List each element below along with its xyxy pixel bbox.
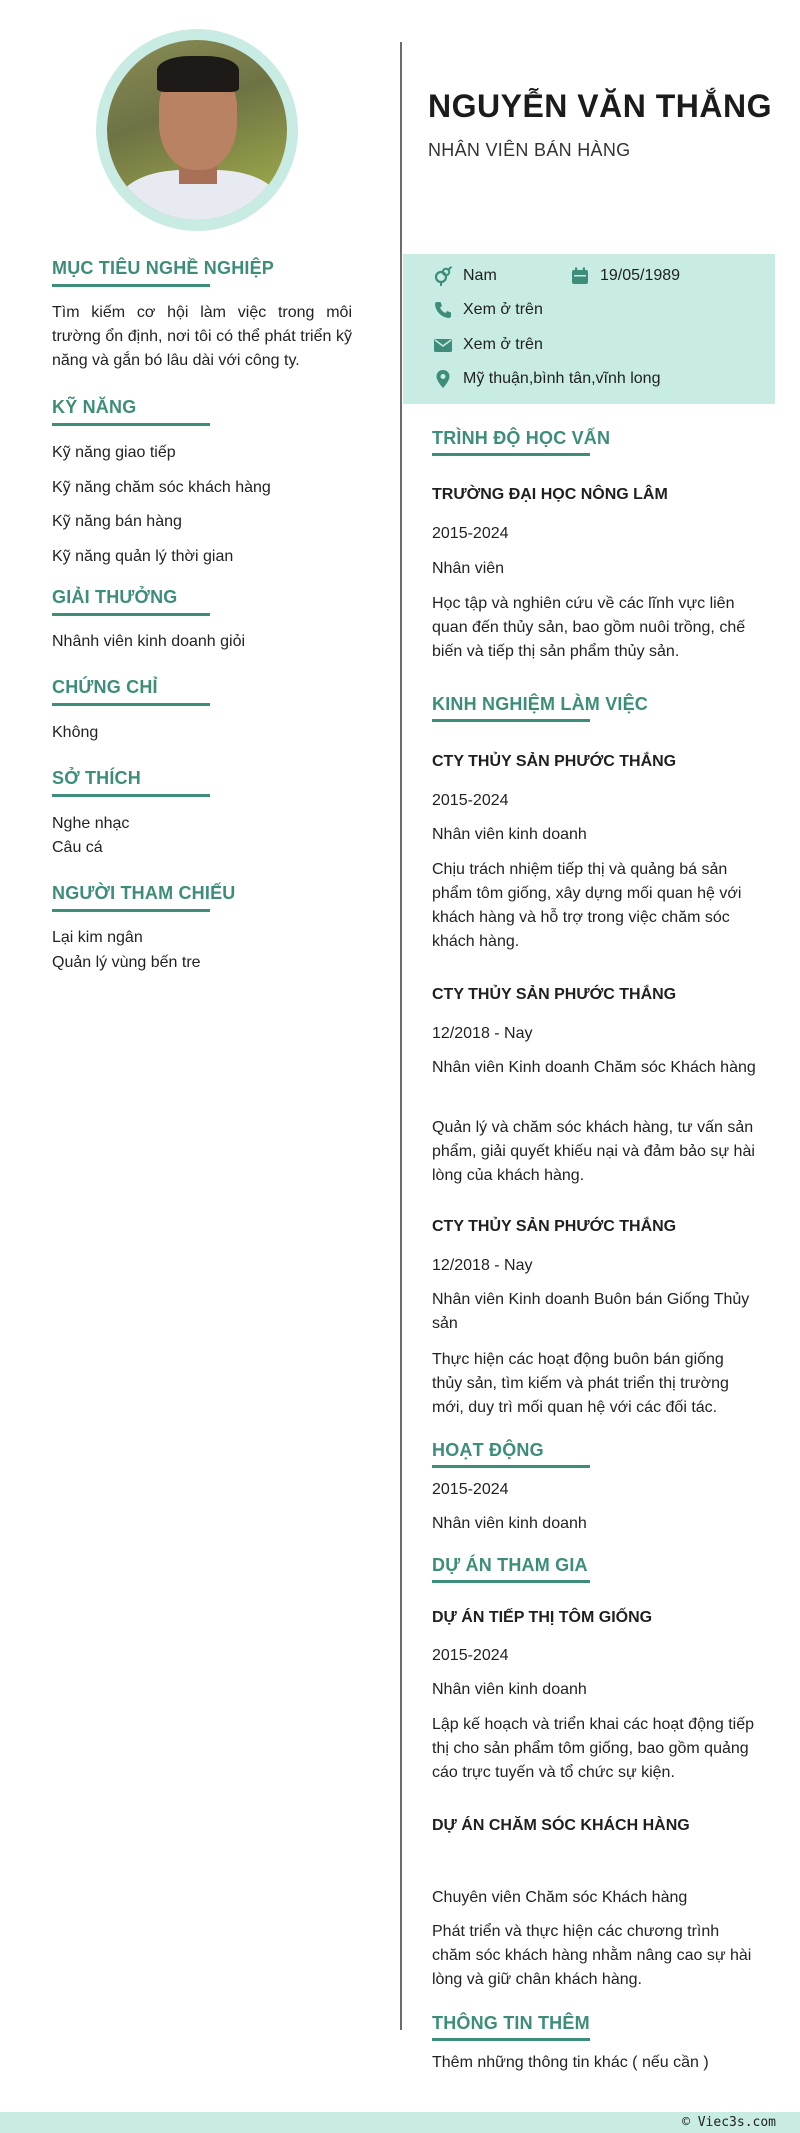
projects-title: DỰ ÁN THAM GIA <box>432 1555 588 1575</box>
project-position: Chuyên viên Chăm sóc Khách hàng <box>432 1889 688 1906</box>
calendar-icon <box>570 266 590 286</box>
award-item: Nhânh viên kinh doanh giỏi <box>52 633 246 650</box>
experience-position: Nhân viên Kinh doanh Chăm sóc Khách hàng <box>432 1059 756 1076</box>
projects-underline <box>432 1580 590 1583</box>
birthday-value: 19/05/1989 <box>600 267 681 284</box>
certificates-underline <box>52 703 210 706</box>
skill-item: Kỹ năng chăm sóc khách hàng <box>52 479 271 496</box>
experience-title: KINH NGHIỆM LÀM VIỆC <box>432 694 649 714</box>
project-description: Phát triển và thực hiện các chương trình chăm sóc khách hàng nhằm nâng cao sự hài lòng và giữ chân khách hàng. <box>432 1923 752 1988</box>
skills-title: KỸ NĂNG <box>52 397 137 417</box>
experience-period: 12/2018 - Nay <box>432 1257 533 1274</box>
hobbies-underline <box>52 794 210 797</box>
additional-text: Thêm những thông tin khác ( nếu cần ) <box>432 2054 709 2071</box>
reference-item: Lại kim ngân <box>52 929 143 946</box>
activity-position: Nhân viên kinh doanh <box>432 1515 587 1532</box>
footer-bar <box>0 2112 800 2133</box>
contact-birthday <box>570 266 680 286</box>
certificate-item: Không <box>52 724 99 741</box>
hobbies-title: SỞ THÍCH <box>52 768 141 788</box>
experience-period: 12/2018 - Nay <box>432 1025 533 1042</box>
phone-value: Xem ở trên <box>463 301 543 318</box>
project-period: 2015-2024 <box>432 1647 509 1664</box>
certificates-title: CHỨNG CHỈ <box>52 677 158 697</box>
contact-phone <box>433 300 543 320</box>
contact-email <box>433 335 543 355</box>
experience-company: CTY THỦY SẢN PHƯỚC THẮNG <box>432 1218 677 1235</box>
experience-underline <box>432 719 590 722</box>
additional-underline <box>432 2038 590 2041</box>
experience-period: 2015-2024 <box>432 792 509 809</box>
additional-title: THÔNG TIN THÊM <box>432 2013 590 2033</box>
experience-description: Thực hiện các hoạt động buôn bán giống thủy sản, tìm kiếm và phát triển thị trường mới, duy trì mối quan hệ với các đối tác. <box>432 1351 729 1416</box>
location-pin-icon <box>433 369 453 389</box>
contact-gender <box>433 266 497 286</box>
education-period: 2015-2024 <box>432 525 509 542</box>
skill-item: Kỹ năng bán hàng <box>52 513 182 530</box>
candidate-name: NGUYỄN VĂN THẮNG <box>428 88 773 124</box>
objective-title: MỤC TIÊU NGHỀ NGHIỆP <box>52 258 275 278</box>
activities-underline <box>432 1465 590 1468</box>
experience-description: Chịu trách nhiệm tiếp thị và quảng bá sản phẩm tôm giống, xây dựng mối quan hệ với khách hàng và hỗ trợ trong việc chăm sóc khách hàng. <box>432 861 742 950</box>
footer-credit: © Viec3s.com <box>682 2115 776 2130</box>
education-title: TRÌNH ĐỘ HỌC VẤN <box>432 428 611 448</box>
school-name: TRƯỜNG ĐẠI HỌC NÔNG LÂM <box>432 486 668 503</box>
contact-box <box>403 254 775 404</box>
contact-address <box>433 369 660 389</box>
skill-item: Kỹ năng giao tiếp <box>52 444 176 461</box>
project-name: DỰ ÁN CHĂM SÓC KHÁCH HÀNG <box>432 1817 690 1834</box>
gender-value: Nam <box>463 267 497 284</box>
experience-company: CTY THỦY SẢN PHƯỚC THẮNG <box>432 986 677 1003</box>
experience-company: CTY THỦY SẢN PHƯỚC THẮNG <box>432 753 677 770</box>
objective-underline <box>52 284 210 287</box>
column-divider <box>400 42 402 2030</box>
avatar-frame <box>96 29 298 231</box>
phone-icon <box>433 300 453 320</box>
skill-item: Kỹ năng quản lý thời gian <box>52 548 234 565</box>
project-name: DỰ ÁN TIẾP THỊ TÔM GIỐNG <box>432 1609 653 1626</box>
email-value: Xem ở trên <box>463 336 543 353</box>
gender-icon <box>433 266 453 286</box>
awards-underline <box>52 613 210 616</box>
experience-position: Nhân viên kinh doanh <box>432 826 587 843</box>
project-description: Lập kế hoạch và triển khai các hoạt động tiếp thị cho sản phẩm tôm giống, bao gồm quảng cáo trực tuyến và tổ chức sự kiện. <box>432 1716 754 1781</box>
experience-description: Quản lý và chăm sóc khách hàng, tư vấn sản phẩm, giải quyết khiếu nại và đảm bảo sự hài lòng của khách hàng. <box>432 1119 755 1184</box>
education-underline <box>432 453 590 456</box>
education-position: Nhân viên <box>432 560 505 577</box>
avatar <box>107 40 287 220</box>
project-position: Nhân viên kinh doanh <box>432 1681 587 1698</box>
activity-period: 2015-2024 <box>432 1481 509 1498</box>
education-description: Học tập và nghiên cứu về các lĩnh vực liên quan đến thủy sản, bao gồm nuôi trồng, chế biến và tiếp thị sản phẩm thủy sản. <box>432 595 746 660</box>
references-title: NGƯỜI THAM CHIẾU <box>52 883 236 903</box>
activities-title: HOẠT ĐỘNG <box>432 1440 544 1460</box>
awards-title: GIẢI THƯỞNG <box>52 587 178 607</box>
references-underline <box>52 909 210 912</box>
hobby-item: Nghe nhạc <box>52 815 130 832</box>
hobby-item: Câu cá <box>52 839 103 856</box>
address-value: Mỹ thuận,bình tân,vĩnh long <box>463 370 661 387</box>
reference-item: Quản lý vùng bến tre <box>52 954 201 971</box>
email-icon <box>433 335 453 355</box>
objective-text: Tìm kiếm cơ hội làm việc trong môi trường ổn định, nơi tôi có thể phát triển kỹ năng và gắn bó lâu dài với công ty. <box>52 304 352 369</box>
experience-position: Nhân viên Kinh doanh Buôn bán Giống Thủy sản <box>432 1291 750 1332</box>
skills-underline <box>52 423 210 426</box>
candidate-role: NHÂN VIÊN BÁN HÀNG <box>428 140 631 160</box>
